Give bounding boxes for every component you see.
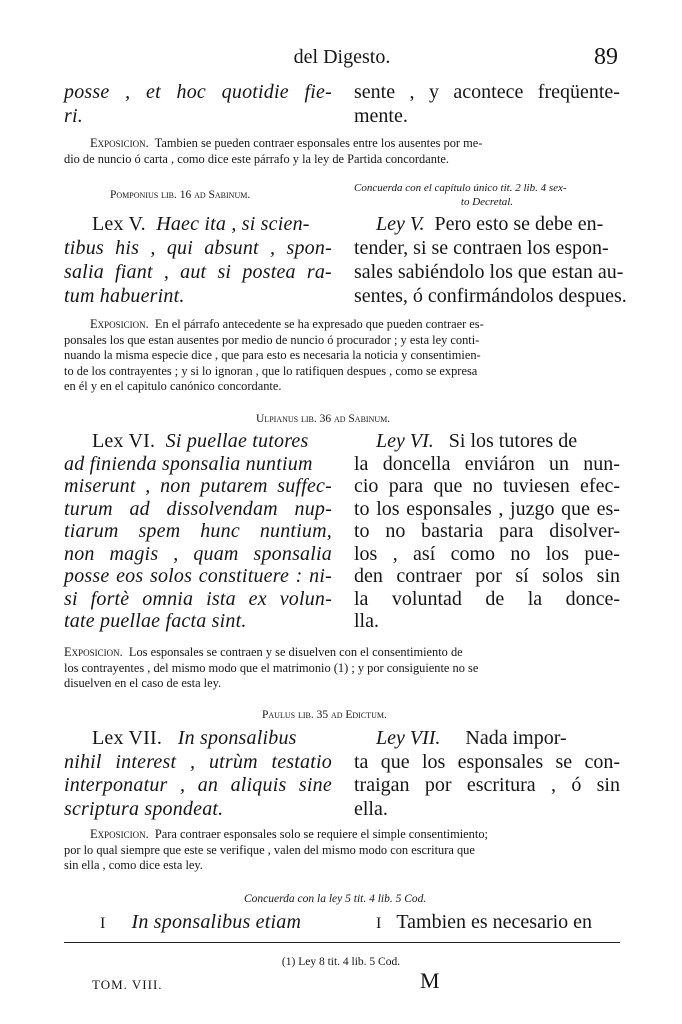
word: putarem bbox=[200, 475, 268, 497]
footnote: (1) Ley 8 tit. 4 lib. 5 Cod. bbox=[281, 956, 401, 968]
word: postea bbox=[242, 261, 296, 283]
text-line: lla. bbox=[354, 610, 379, 632]
word: , bbox=[145, 475, 151, 497]
word: , bbox=[190, 750, 196, 773]
text-line: por lo qual siempre que este se verifique , valen del mismo modo con escritura que bbox=[64, 842, 475, 857]
word: sin bbox=[596, 565, 620, 587]
word: eos bbox=[116, 565, 144, 587]
exposition-paragraph bbox=[64, 317, 614, 395]
latin-column bbox=[64, 212, 332, 308]
spanish-column bbox=[354, 430, 620, 633]
word: por bbox=[475, 565, 502, 587]
word: , bbox=[409, 81, 415, 103]
text-line bbox=[64, 475, 332, 498]
word: enviáron bbox=[464, 452, 535, 475]
text-line bbox=[64, 260, 332, 284]
word: absunt bbox=[204, 237, 259, 259]
text-line bbox=[64, 543, 332, 566]
word: nihil bbox=[64, 750, 102, 773]
word: pue- bbox=[584, 542, 620, 565]
text-line: Lex VII. In sponsalibus bbox=[64, 727, 332, 751]
word: la bbox=[354, 587, 369, 610]
text-line bbox=[64, 751, 332, 775]
text-line bbox=[354, 80, 620, 104]
word: posse bbox=[64, 81, 110, 103]
word: bastaria bbox=[421, 520, 484, 542]
exposition-paragraph bbox=[64, 827, 614, 874]
exposition-label: Exposicion. bbox=[90, 827, 149, 841]
text-line bbox=[64, 520, 332, 543]
word: fortè bbox=[90, 587, 130, 610]
text-line: scriptura spondeat. bbox=[64, 797, 224, 820]
text-line bbox=[64, 498, 332, 521]
word: disolver- bbox=[549, 520, 620, 542]
text-line: Exposicion. En el párrafo antecedente se ha expresado que pueden contraer es- bbox=[64, 317, 614, 333]
word: esponsales bbox=[406, 497, 492, 520]
text-line bbox=[354, 774, 620, 798]
word: tiarum bbox=[64, 520, 119, 542]
word: nun- bbox=[583, 452, 620, 475]
word: solos bbox=[542, 565, 584, 587]
word: utrùm bbox=[208, 750, 258, 773]
running-title: del Digesto. bbox=[293, 46, 391, 68]
text-line bbox=[354, 475, 620, 498]
text-line: nuando la misma especie dice , que para esto es necesaria la noticia y consentimien- bbox=[64, 348, 481, 362]
word: acontece bbox=[453, 81, 524, 103]
word: , bbox=[173, 542, 179, 565]
text-line: sales sabiéndolo los que estan au- bbox=[354, 261, 624, 283]
law-continuation-block bbox=[64, 910, 620, 936]
signature-mark: M bbox=[420, 968, 440, 993]
word: no bbox=[510, 542, 531, 565]
word: , bbox=[551, 774, 556, 796]
text-line bbox=[64, 588, 332, 611]
text-line: Exposicion. Los esponsales se contraen y se disuelven con el consentimiento de bbox=[64, 645, 463, 659]
word: doncella bbox=[382, 452, 451, 475]
text-line bbox=[64, 236, 332, 260]
exposition-paragraph bbox=[64, 136, 614, 167]
text-line: Lex V. Haec ita , si scien- bbox=[64, 212, 332, 236]
word: den bbox=[354, 565, 383, 587]
word: no bbox=[385, 520, 406, 542]
word: los bbox=[354, 542, 378, 565]
word: testatio bbox=[271, 750, 332, 773]
word: fie- bbox=[304, 81, 332, 103]
word: to bbox=[354, 520, 370, 542]
word: , bbox=[125, 81, 131, 103]
word: volun- bbox=[279, 587, 332, 610]
word: dissolvendam bbox=[166, 497, 278, 520]
text-line: los contrayentes , del mismo modo que el matrimonio (1) ; y por consiguiente no se bbox=[64, 660, 479, 675]
word: ra- bbox=[306, 261, 332, 283]
text-line: Exposicion. Tambien se pueden contraer esponsales entre los ausentes por me- bbox=[64, 136, 614, 152]
word: to bbox=[354, 497, 370, 520]
word: nup- bbox=[294, 497, 332, 520]
word: así bbox=[413, 542, 436, 565]
text-line: ponsales los que estan ausentes por medio de nuncio ó procurador ; y esta ley conti- bbox=[64, 332, 480, 347]
word: voluntad bbox=[391, 587, 462, 610]
text-line: I Tambien es necesario en bbox=[354, 910, 620, 936]
text-line: ad finienda sponsalia nuntium bbox=[64, 452, 313, 475]
word: cio bbox=[354, 475, 379, 497]
word: his bbox=[115, 237, 140, 259]
text-line: I In sponsalibus etiam bbox=[64, 910, 332, 936]
word: tibus bbox=[64, 237, 104, 259]
word: hunc bbox=[200, 520, 240, 542]
text-line: Exposicion. Para contraer esponsales solo se requiere el simple consentimiento; bbox=[64, 827, 614, 843]
word: et bbox=[146, 81, 161, 103]
word: juzgo bbox=[510, 497, 555, 520]
word: qui bbox=[166, 237, 193, 259]
text-line bbox=[354, 498, 620, 521]
word: interest bbox=[115, 750, 177, 773]
text-line: tender, si se contraen los espon- bbox=[354, 237, 609, 259]
word: ad bbox=[129, 497, 150, 520]
word: traigan bbox=[354, 774, 410, 796]
word: fiant bbox=[115, 261, 153, 283]
source-citation: Ulpianus lib. 36 ad Sabinum. bbox=[256, 413, 391, 425]
word: , bbox=[150, 237, 156, 259]
word: sin bbox=[596, 774, 620, 796]
word: , bbox=[392, 542, 398, 565]
word: de bbox=[485, 587, 505, 610]
word: y bbox=[428, 81, 439, 103]
word: no bbox=[472, 475, 493, 497]
word: constituere bbox=[198, 565, 290, 587]
word: como bbox=[450, 542, 496, 565]
word: posse bbox=[64, 565, 110, 587]
word: ó bbox=[571, 774, 582, 796]
word: freqüente- bbox=[537, 81, 620, 103]
word: quotidie bbox=[221, 81, 289, 103]
text-line: to de los contrayentes ; y si lo ignoran , que lo ratifiquen despues , como se expresa bbox=[64, 363, 478, 378]
running-header bbox=[64, 44, 620, 74]
lex-label: Lex V. bbox=[92, 213, 146, 235]
law-v-block bbox=[64, 212, 627, 308]
lex-label: Lex VI. bbox=[92, 430, 156, 452]
word: hoc bbox=[176, 81, 206, 103]
exposition-paragraph bbox=[64, 645, 614, 692]
spanish-column bbox=[354, 727, 620, 821]
word: miserunt bbox=[64, 475, 136, 497]
concordance-citation: Concuerda con el capítulo único tit. 2 lib. 4 sex- to Decretal. bbox=[354, 182, 567, 208]
lex-label: Lex VII. bbox=[92, 727, 163, 749]
word: aut bbox=[180, 261, 207, 283]
ley-label: Ley VII. bbox=[376, 727, 441, 749]
continuation-block bbox=[64, 80, 620, 128]
word: non bbox=[160, 475, 191, 497]
concordance-citation: Concuerda con la ley 5 tit. 4 lib. 5 Cod. bbox=[244, 893, 427, 905]
latin-column bbox=[64, 910, 332, 936]
spanish-column bbox=[354, 212, 627, 308]
word: ta bbox=[354, 750, 369, 773]
source-citation: Pomponius lib. 16 ad Sabinum. bbox=[110, 189, 251, 201]
text-line bbox=[354, 588, 620, 611]
word: sine bbox=[298, 774, 332, 796]
word: tuviesen bbox=[503, 475, 570, 497]
word: ista bbox=[206, 587, 236, 610]
word: un bbox=[549, 452, 570, 475]
text-line: disuelven en el caso de esta ley. bbox=[64, 676, 222, 690]
word: esponsales bbox=[457, 750, 544, 773]
text-line: dio de nuncio ó carta , como dice este párrafo y la ley de Partida concordante. bbox=[64, 151, 449, 166]
word: nuntium, bbox=[259, 520, 332, 542]
word: por bbox=[424, 774, 452, 796]
source-citation: Paulus lib. 35 ad Edictum. bbox=[262, 709, 387, 721]
volume-label: TOM. VIII. bbox=[92, 977, 163, 992]
word: spem bbox=[138, 520, 181, 542]
latin-column bbox=[64, 430, 332, 633]
word: los bbox=[545, 542, 570, 565]
word: sente bbox=[354, 81, 396, 103]
word: suffec- bbox=[277, 475, 332, 497]
text-line bbox=[354, 751, 620, 775]
word: para bbox=[499, 520, 534, 542]
word: , bbox=[270, 237, 276, 259]
word: an bbox=[197, 774, 219, 796]
ley-label: Ley V. bbox=[376, 213, 425, 235]
text-line bbox=[354, 543, 620, 566]
word: ni- bbox=[309, 565, 332, 587]
footnote-rule bbox=[64, 942, 620, 943]
word: efec- bbox=[580, 475, 620, 497]
text-line: tate puellae facta sint. bbox=[64, 610, 247, 632]
spanish-column bbox=[354, 80, 620, 128]
word: sponsalia bbox=[253, 542, 332, 565]
word: quam bbox=[193, 542, 239, 565]
law-vii-block bbox=[64, 727, 620, 822]
text-line: Lex VI. Si puellae tutores bbox=[64, 430, 332, 453]
word: aliquis bbox=[230, 774, 287, 796]
word: interponatur bbox=[64, 774, 168, 796]
word: si bbox=[64, 587, 78, 610]
word: donce- bbox=[565, 587, 620, 610]
word: que bbox=[433, 475, 463, 497]
word: los bbox=[421, 750, 446, 773]
word: contraer bbox=[396, 565, 462, 587]
exposition-label: Exposicion. bbox=[64, 645, 123, 659]
word: , bbox=[498, 497, 504, 520]
word: que bbox=[561, 497, 590, 520]
word: si bbox=[217, 261, 232, 283]
word: turum bbox=[64, 497, 113, 520]
word: escritura bbox=[466, 774, 536, 796]
law-vi-block bbox=[64, 430, 620, 636]
spanish-column bbox=[354, 910, 620, 936]
text-line bbox=[64, 565, 332, 588]
word: para bbox=[388, 475, 424, 497]
word: se bbox=[555, 750, 573, 773]
text-line: tum habuerint. bbox=[64, 285, 185, 307]
word: con- bbox=[584, 750, 620, 773]
text-line: mente. bbox=[354, 105, 408, 127]
word: spon- bbox=[286, 237, 332, 259]
text-line bbox=[64, 80, 332, 104]
text-line: en él y en el capitulo canónico concordante. bbox=[64, 379, 282, 393]
ley-label: Ley VI. bbox=[376, 430, 434, 452]
text-line bbox=[354, 565, 620, 588]
word: sí bbox=[515, 565, 529, 587]
word: , bbox=[163, 261, 170, 283]
word: la bbox=[354, 452, 369, 475]
word: , bbox=[180, 774, 186, 796]
text-line: Ley VII. Nada impor- bbox=[354, 727, 620, 751]
text-line: ri. bbox=[64, 105, 83, 127]
page-number: 89 bbox=[594, 44, 618, 70]
text-line bbox=[64, 774, 332, 798]
word: : bbox=[295, 565, 303, 587]
text-line bbox=[354, 453, 620, 476]
text-line: sentes, ó confirmándolos despues. bbox=[354, 285, 627, 307]
text-line: sin ella , como dice esta ley. bbox=[64, 858, 203, 872]
word: la bbox=[527, 587, 543, 610]
text-line bbox=[354, 520, 620, 543]
latin-column bbox=[64, 80, 332, 128]
word: non bbox=[64, 542, 95, 565]
exposition-label: Exposicion. bbox=[90, 136, 149, 150]
word: que bbox=[380, 750, 410, 773]
exposition-label: Exposicion. bbox=[90, 317, 149, 331]
section-number: I bbox=[376, 915, 382, 932]
word: salia bbox=[64, 261, 104, 283]
word: magis bbox=[109, 542, 159, 565]
word: los bbox=[376, 497, 400, 520]
section-number: I bbox=[100, 915, 106, 932]
word: omnia bbox=[142, 587, 194, 610]
word: ex bbox=[248, 587, 267, 610]
text-line: Ley V. Pero esto se debe en- bbox=[354, 212, 620, 236]
text-line: Ley VI. Si los tutores de bbox=[354, 430, 620, 453]
latin-column bbox=[64, 727, 332, 821]
word: solos bbox=[149, 565, 193, 587]
text-line: ella. bbox=[354, 797, 388, 820]
word: es- bbox=[596, 497, 620, 520]
